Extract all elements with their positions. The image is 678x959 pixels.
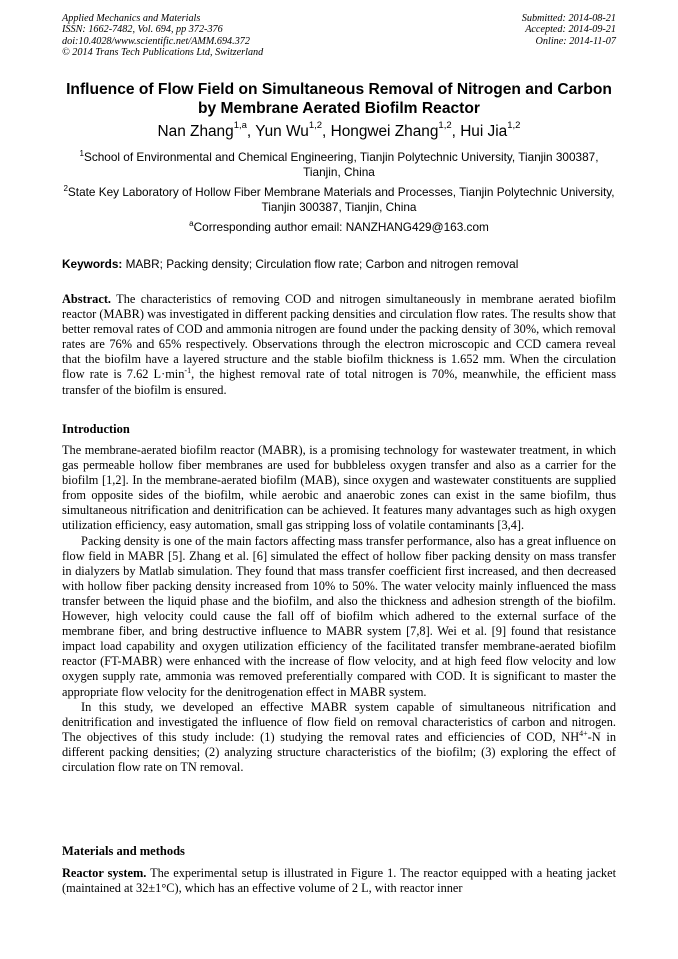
accepted-date: Accepted: 2014-09-21 — [525, 24, 616, 36]
journal-copyright: © 2014 Trans Tech Publications Ltd, Switzerland — [62, 47, 264, 59]
keywords-label: Keywords: — [62, 257, 123, 271]
paragraph: Packing density is one of the main factors affecting mass transfer performance, also has a great influence on flow field in MABR [5]. Zhang et al. [6] simulated the effect of hollow fiber packing density on mass transfer in dialyzers by Matlab simulation. They found that mass transfer coefficient first increased, and then decreased with hollow fiber packing density increased from 10% to 50%. The water velocity mainly influenced the mass transfer between the liquid phase and the biofilm, and also the thickness and adhesion strength of the biofilm. However, high velocity could cause the fall off of biofilm which adhered to the external surface of the membrane fiber, and bring destructive influence to MABR system [7,8]. Wei et al. [9] found that resistance impact load capability and oxygen utilization efficiency of the facilitated transfer membrane-aerated biofilm reactor (FT-MABR) were enhanced with the increase of flow velocity, and at high feed flow velocity and low oxygen supply rate, ammonia was removed preferentially compared with COD. It is significant to master the appropriate flow velocity for the denitrogenation effect in MABR system. — [62, 533, 616, 699]
author: Hongwei Zhang$^{1,2}$, — [330, 119, 461, 140]
author: Nan Zhang$^{1,a}$, — [157, 119, 256, 140]
introduction-heading: Introduction — [62, 422, 130, 436]
methods-heading: Materials and methods — [62, 844, 185, 858]
journal-issn: ISSN: 1662-7482, Vol. 694, pp 372-376 — [62, 24, 223, 36]
submitted-date: Submitted: 2014-08-21 — [521, 13, 616, 24]
abstract-label: Abstract. — [62, 292, 112, 306]
journal-name: Applied Mechanics and Materials — [62, 13, 201, 24]
introduction-body — [62, 443, 616, 775]
affiliation-1: $^1$School of Environmental and Chemical Engineering, Tianjin Polytechnic University, Tianjin 300387, Tianjin, China — [79, 149, 599, 180]
journal-doi[interactable]: doi:10.4028/www.scientific.net/AMM.694.372 — [62, 35, 250, 47]
author: Yun Wu$^{1,2}$, — [255, 119, 331, 140]
abstract: Abstract. The characteristics of removing COD and nitrogen simultaneously in membrane aerated biofilm reactor (MABR) was investigated in different packing densities and circulation flow rates. The results show that better removal rates of COD and ammonia nitrogen are found under the packing density of 30%, which removal rates are 76% and 65% respectively. Observations through the electron microscopic and CCD camera reveal that the biofilm have a layered structure and the stable biofilm thickness is 1.652 mm. When the circulation flow rate is 7.62 $L\cdot\min^{-1}$, the highest removal rate of total nitrogen is 70%, meanwhile, the efficient mass transfer of the biofilm is ensured. — [62, 292, 617, 397]
keywords-text: MABR; Packing density; Circulation flow rate; Carbon and nitrogen removal — [122, 257, 519, 271]
journal-header — [62, 13, 263, 59]
reactor-system-label: Reactor system. — [62, 866, 147, 880]
paper-title: Influence of Flow Field on Simultaneous Removal of Nitrogen and Carbon by Membrane Aerated Biofilm Reactor — [66, 81, 612, 117]
author-list — [62, 119, 616, 142]
author: Hui Jia$^{1,2}$ — [460, 119, 521, 140]
keywords — [62, 257, 616, 272]
paragraph: The membrane-aerated biofilm reactor (MABR), is a promising technology for wastewater treatment, in which gas permeable hollow fiber membranes are used for bubbleless oxygen transfer and also as a carrier for the biofilm [1,2]. In the membrane-aerated biofilm (MAB), since oxygen and wastewater constituents are supplied from opposite sides of the biofilm, while aerobic and anaerobic zones can exist in the same biofilm, thus simultaneous nitrification and denitrification can be achieved. It features many advantages such as high oxygen utilization efficiency, easy automation, small gas stripping loss of volatile contaminants [3,4]. — [62, 443, 616, 533]
affiliation-2: $^2$State Key Laboratory of Hollow Fiber Membrane Materials and Processes, Tianjin Polytechnic University, Tianjin 300387, Tianjin, China — [63, 184, 615, 215]
online-date: Online: 2014-11-07 — [535, 35, 616, 47]
reactor-system-paragraph: Reactor system. The experimental setup is illustrated in Figure 1. The reactor equipped with a heating jacket (maintained at 32±1°C), which has an effective volume of 2 L, with reactor inner — [62, 866, 616, 896]
dates-header — [522, 13, 616, 47]
paragraph: In this study, we developed an effective MABR system capable of simultaneous nitrification and denitrification and investigated the influence of flow field on removal characteristics of carbon and nitrogen. The objectives of this study include: (1) studying the removal rates and efficiencies of COD, $NH^{4+}-N$ in different packing densities; (2) analyzing structure characteristics of the biofilm; (3) exploring the effect of circulation flow rate on TN removal. — [62, 699, 616, 774]
corresponding-author: $^a$Corresponding author email: NANZHANG429@163.com — [189, 219, 489, 234]
